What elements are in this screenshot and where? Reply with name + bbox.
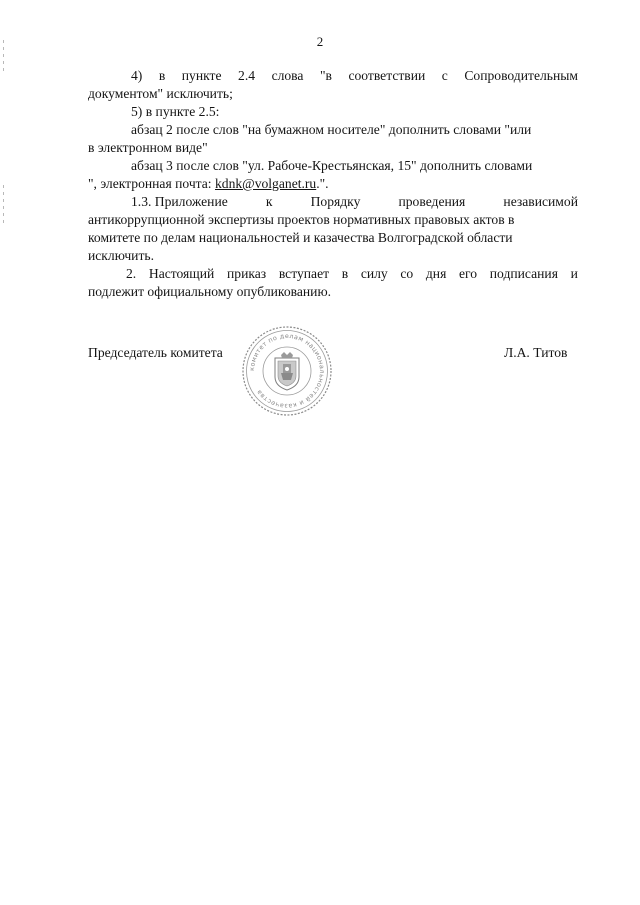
email-link[interactable]: kdnk@volganet.ru [214, 176, 317, 191]
word: со [400, 266, 414, 281]
paragraph-1-3-line-3: комитете по делам национальностей и казачества Волгоградской области [88, 230, 513, 245]
word: к [265, 194, 273, 209]
abzac-3-line-1: абзац 3 после слов "ул. Рабоче-Крестьянская, 15" дополнить словами [131, 158, 533, 173]
word: соответствии [348, 68, 426, 83]
paragraph-1-3-line-4: исключить. [88, 248, 154, 263]
word: в [158, 68, 166, 83]
word: с [441, 68, 448, 83]
word: 2. [126, 266, 137, 281]
word: в [341, 266, 349, 281]
paragraph-1-3-line-2: антикоррупционной экспертизы проектов нормативных правовых актов в [88, 212, 515, 227]
abzac-2-line-1: абзац 2 после слов "на бумажном носителе" дополнить словами "или [131, 122, 532, 137]
word: и [570, 266, 578, 281]
paragraph-4-line-2: документом" исключить; [88, 86, 233, 101]
word: Настоящий [148, 266, 215, 281]
word: Сопроводительным [464, 68, 578, 83]
official-seal [241, 325, 333, 417]
abzac-2-line-2: в электронном виде" [88, 140, 208, 155]
word: независимой [503, 194, 578, 209]
word: силу [360, 266, 388, 281]
paragraph-4-line-1 [131, 67, 578, 85]
word: его [459, 266, 478, 281]
word: приказ [227, 266, 267, 281]
paragraph-1-3-line-1 [131, 193, 578, 211]
page-number: 2 [316, 34, 324, 49]
abzac-3-line-2 [88, 175, 578, 193]
seal-graphic [241, 325, 333, 417]
word: проведения [398, 194, 466, 209]
seal-ring-text: комитет по делам национальностей и казачества [247, 331, 327, 411]
margin-marks-bottom [3, 185, 5, 227]
abzac-3-prefix: ", электронная почта: [88, 176, 215, 191]
signature-position: Председатель комитета [88, 345, 223, 360]
signature-name: Л.А. Титов [504, 345, 568, 360]
word: 4) [131, 68, 143, 83]
paragraph-5: 5) в пункте 2.5: [131, 104, 220, 119]
word: подписания [489, 266, 558, 281]
abzac-3-suffix: .". [316, 176, 329, 191]
word: пункте [181, 68, 222, 83]
word: Порядку [310, 194, 361, 209]
word: вступает [278, 266, 330, 281]
word: 2.4 [238, 68, 256, 83]
paragraph-2-line-1 [126, 265, 578, 283]
paragraph-2-line-2: подлежит официальному опубликованию. [88, 284, 332, 299]
word: дня [425, 266, 447, 281]
word: слова [271, 68, 304, 83]
word: 1.3. Приложение [131, 194, 228, 209]
word: "в [319, 68, 332, 83]
